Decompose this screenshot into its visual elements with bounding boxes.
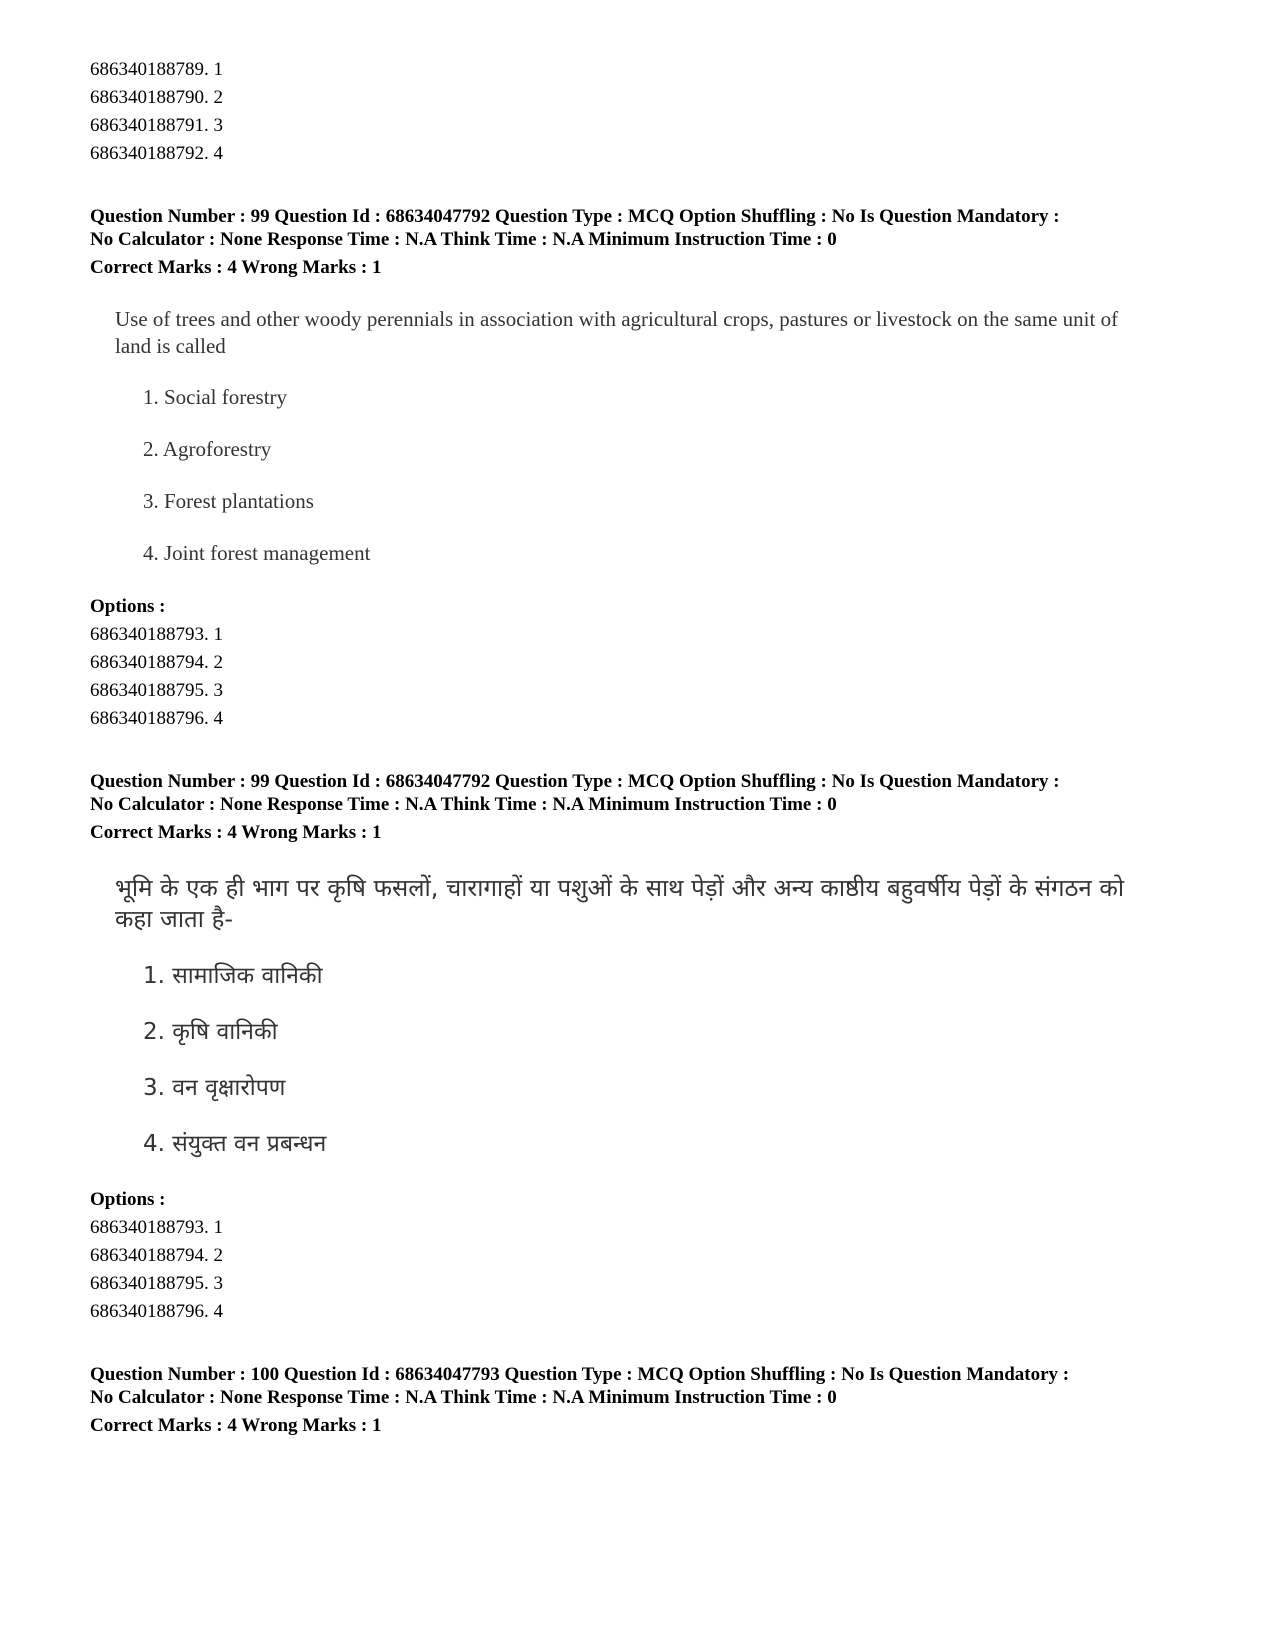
answer-choice: 3. Forest plantations (143, 489, 314, 513)
answer-choice: 4. Joint forest management (143, 541, 371, 565)
question-marks: Correct Marks : 4 Wrong Marks : 1 (90, 1415, 382, 1436)
question-header: Question Number : 99 Question Id : 68634047792 Question Type : MCQ Option Shuffling : No Is Question Mandatory : (90, 206, 1060, 227)
answer-choice: 1. Social forestry (143, 385, 288, 409)
question-header: No Calculator : None Response Time : N.A Think Time : N.A Minimum Instruction Time : 0 (90, 794, 837, 815)
option-line: 686340188795. 3 (90, 680, 223, 701)
question-marks: Correct Marks : 4 Wrong Marks : 1 (90, 822, 382, 843)
question-header: No Calculator : None Response Time : N.A Think Time : N.A Minimum Instruction Time : 0 (90, 1387, 837, 1408)
option-line: 686340188794. 2 (90, 652, 223, 673)
question-text: भूमि के एक ही भाग पर कृषि फसलों, चारागाहों या पशुओं के साथ पेड़ों और अन्य काष्ठीय बहुवर्षीय पेड़ों के संगठन को कहा जाता है- (115, 874, 1125, 933)
question-marks: Correct Marks : 4 Wrong Marks : 1 (90, 257, 382, 278)
option-line: 686340188796. 4 (90, 1301, 223, 1322)
option-line: 686340188795. 3 (90, 1273, 223, 1294)
question-text: Use of trees and other woody perennials in association with agricultural crops, pastures or livestock on the same unit of land is called (115, 307, 1119, 358)
question-header: Question Number : 100 Question Id : 68634047793 Question Type : MCQ Option Shuffling : No Is Question Mandatory : (90, 1364, 1070, 1385)
answer-choice: 3. वन वृक्षारोपण (143, 1075, 286, 1101)
answer-choice: 4. संयुक्त वन प्रबन्धन (143, 1131, 327, 1157)
question-header: No Calculator : None Response Time : N.A Think Time : N.A Minimum Instruction Time : 0 (90, 229, 837, 250)
answer-choice: 2. कृषि वानिकी (143, 1019, 278, 1045)
option-line: 686340188793. 1 (90, 1217, 223, 1238)
question-header: Question Number : 99 Question Id : 68634047792 Question Type : MCQ Option Shuffling : No Is Question Mandatory : (90, 771, 1060, 792)
option-line: 686340188791. 3 (90, 115, 223, 136)
options-label: Options : (90, 1189, 166, 1210)
options-label: Options : (90, 596, 166, 617)
option-line: 686340188796. 4 (90, 708, 223, 729)
option-line: 686340188793. 1 (90, 624, 223, 645)
option-line: 686340188789. 1 (90, 59, 223, 80)
option-line: 686340188792. 4 (90, 143, 223, 164)
option-line: 686340188794. 2 (90, 1245, 223, 1266)
answer-choice: 1. सामाजिक वानिकी (143, 963, 323, 989)
option-line: 686340188790. 2 (90, 87, 223, 108)
answer-choice: 2. Agroforestry (143, 437, 272, 461)
